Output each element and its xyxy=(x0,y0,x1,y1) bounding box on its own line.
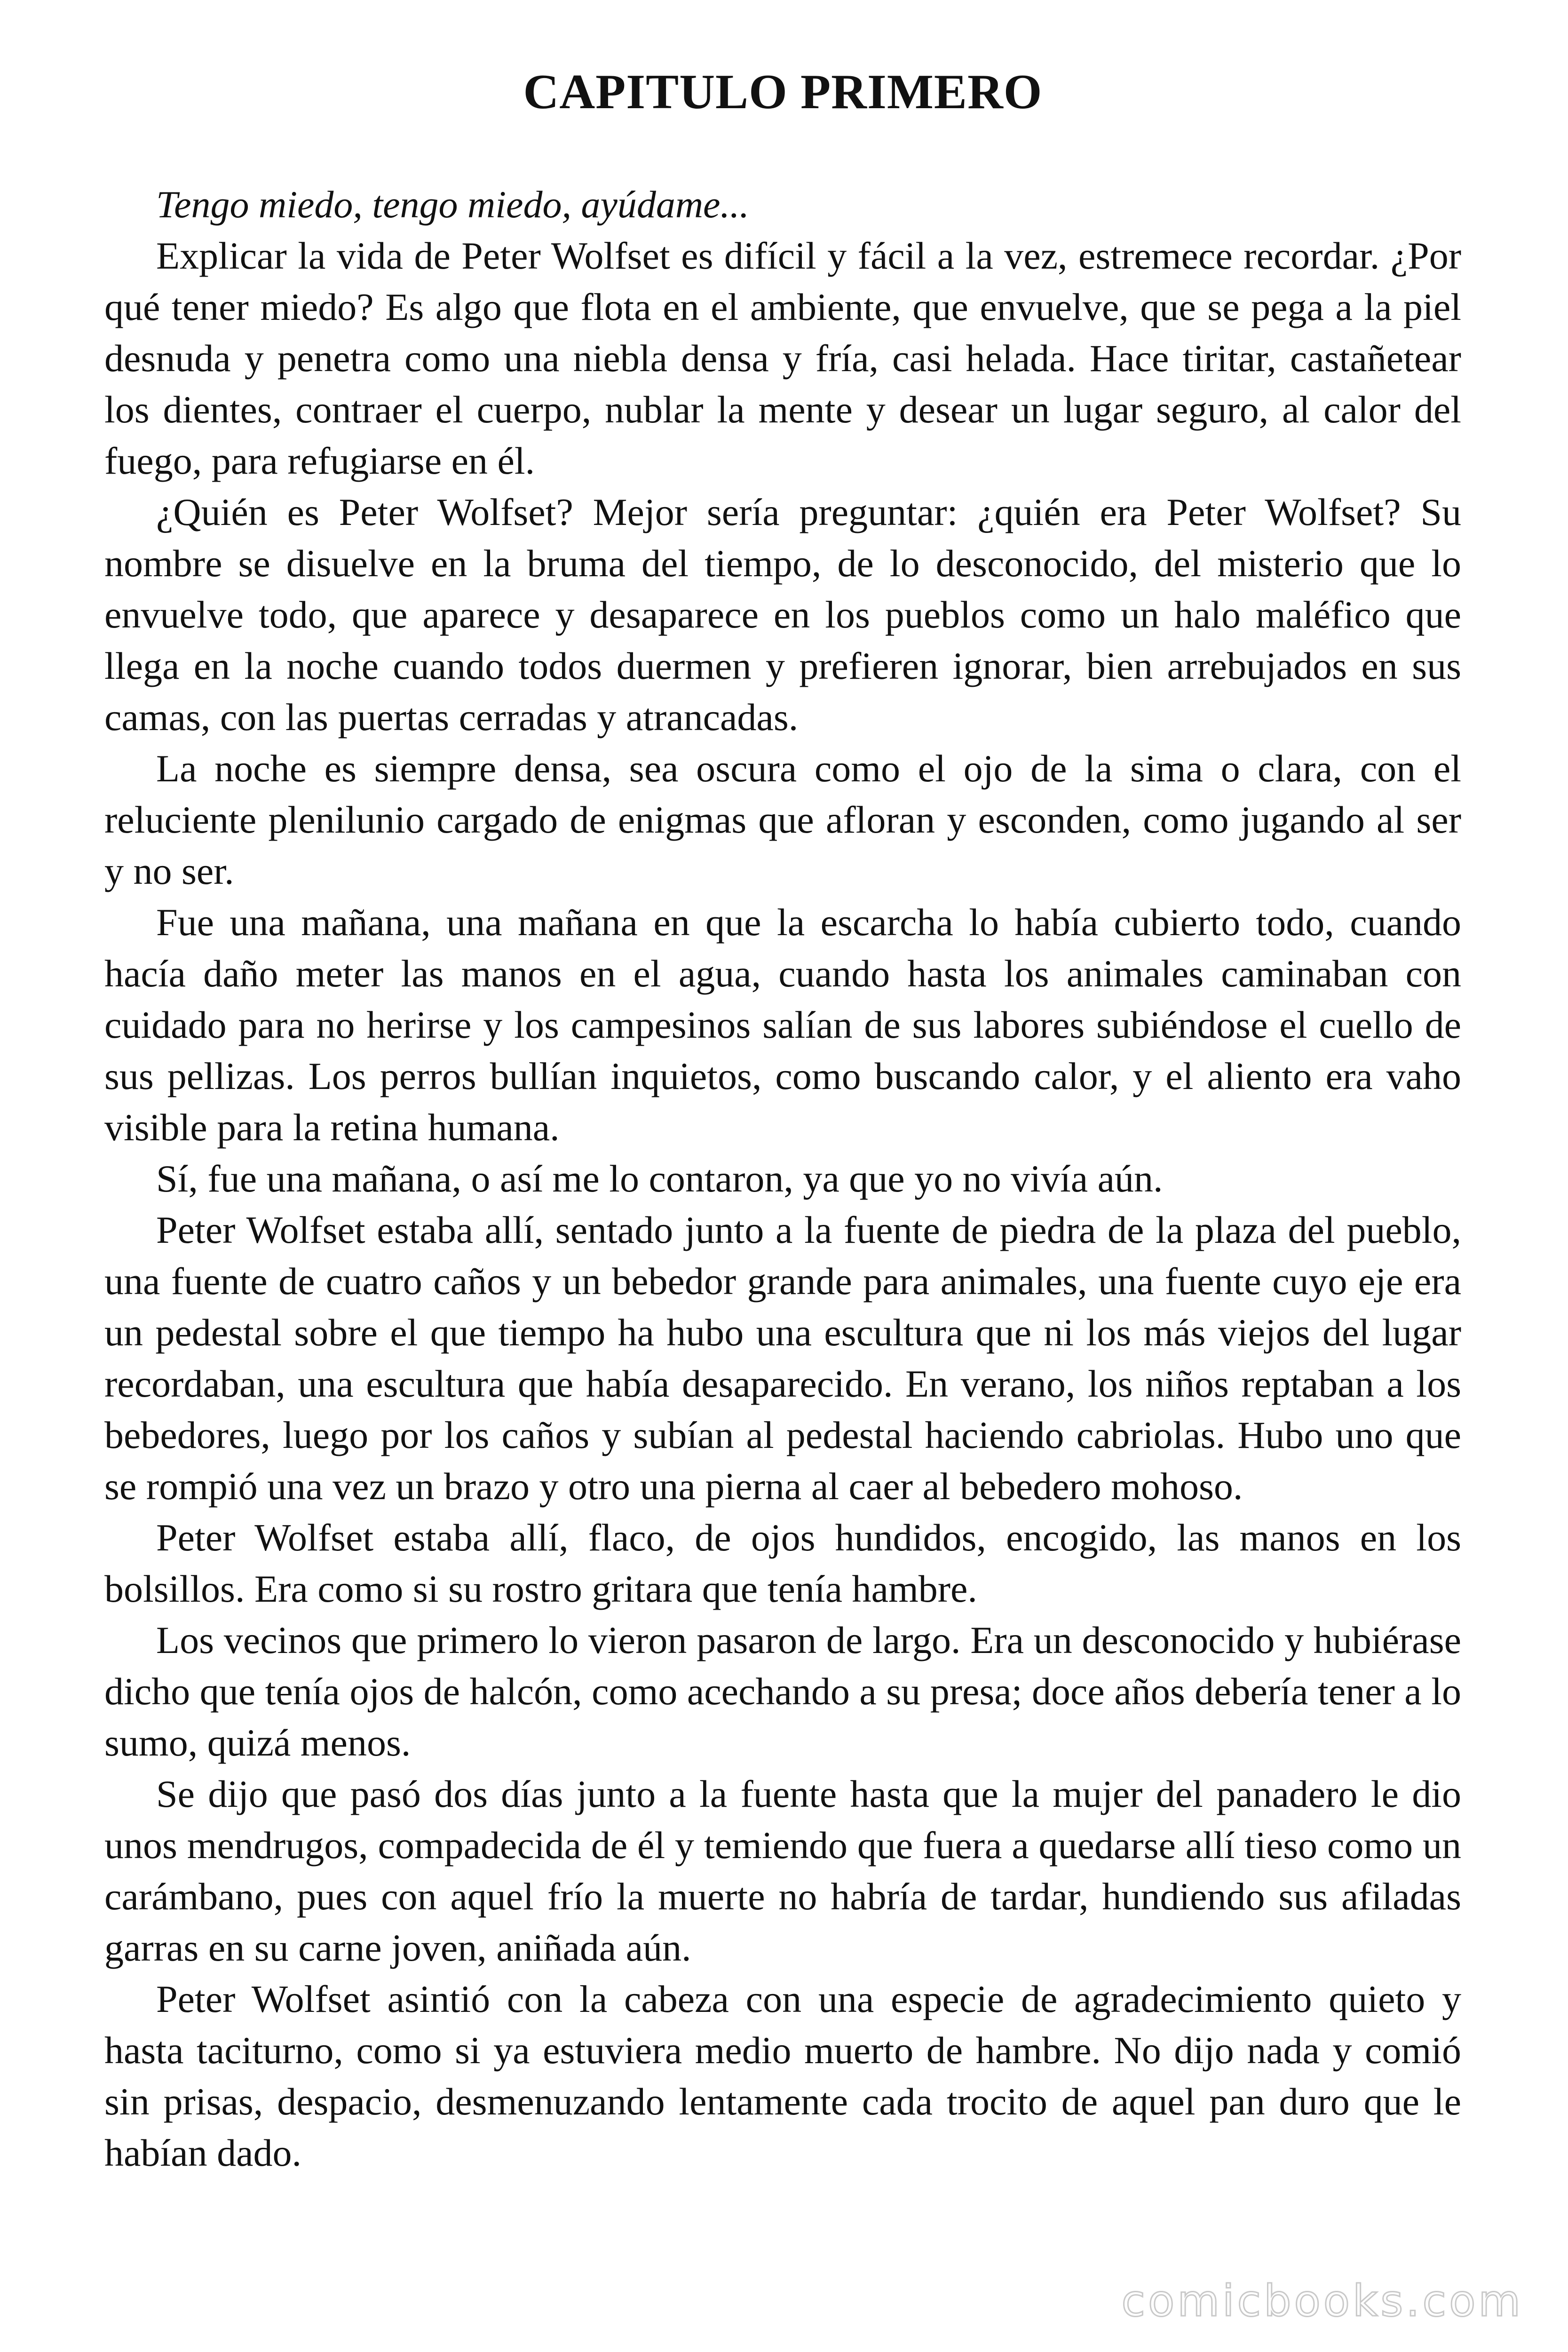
epigraph: Tengo miedo, tengo miedo, ayúdame... xyxy=(156,183,749,226)
paragraph: La noche es siempre densa, sea oscura como el ojo de la sima o clara, con el reluciente plenilunio cargado de enigmas que afloran y esconden, como jugando al ser y no ser. xyxy=(104,747,1461,892)
paragraph: Peter Wolfset asintió con la cabeza con una especie de agradecimiento quieto y hasta taciturno, como si ya estuviera medio muerto de hambre. No dijo nada y comió sin prisas, despacio, desmenuzando lentamente cada trocito de aquel pan duro que le habían dado. xyxy=(104,1978,1461,2174)
paragraph: Sí, fue una mañana, o así me lo contaron, ya que yo no vivía aún. xyxy=(156,1157,1163,1200)
book-page xyxy=(104,61,1461,2178)
paragraph: Peter Wolfset estaba allí, flaco, de ojos hundidos, encogido, las manos en los bolsillos. Era como si su rostro gritara que tenía hambre. xyxy=(104,1516,1461,1610)
paragraph: Los vecinos que primero lo vieron pasaron de largo. Era un desconocido y hubiérase dicho que tenía ojos de halcón, como acechando a su presa; doce años debería tener a lo sumo, quizá menos. xyxy=(104,1619,1461,1764)
chapter-title: CAPITULO PRIMERO xyxy=(523,64,1043,119)
paragraph: Peter Wolfset estaba allí, sentado junto a la fuente de piedra de la plaza del pueblo, una fuente de cuatro caños y un bebedor grande para animales, una fuente cuyo eje era un pedestal sobre el que tiempo ha hubo una escultura que ni los más viejos del lugar recordaban, una escultura que había desaparecido. En verano, los niños reptaban a los bebedores, luego por los caños y subían al pedestal haciendo cabriolas. Hubo uno que se rompió una vez un brazo y otro una pierna al caer al bebedero mohoso. xyxy=(104,1208,1461,1508)
paragraph: Fue una mañana, una mañana en que la escarcha lo había cubierto todo, cuando hacía daño meter las manos en el agua, cuando hasta los animales caminaban con cuidado para no herirse y los campesinos salían de sus labores subiéndose el cuello de sus pellizas. Los perros bullían inquietos, como buscando calor, y el aliento era vaho visible para la retina humana. xyxy=(104,901,1461,1149)
paragraph: Se dijo que pasó dos días junto a la fuente hasta que la mujer del panadero le dio unos mendrugos, compadecida de él y temiendo que fuera a quedarse allí tieso como un carámbano, pues con aquel frío la muerte no habría de tardar, hundiendo sus afiladas garras en su carne joven, aniñada aún. xyxy=(104,1772,1461,1969)
watermark: comicbooks.com xyxy=(1121,2276,1523,2326)
paragraph: ¿Quién es Peter Wolfset? Mejor sería preguntar: ¿quién era Peter Wolfset? Su nombre se disuelve en la bruma del tiempo, de lo desconocido, del misterio que lo envuelve todo, que aparece y desaparece en los pueblos como un halo maléfico que llega en la noche cuando todos duermen y prefieren ignorar, bien arrebujados en sus camas, con las puertas cerradas y atrancadas. xyxy=(104,491,1461,739)
chapter-body xyxy=(104,179,1461,2178)
paragraph: Explicar la vida de Peter Wolfset es difícil y fácil a la vez, estremece recordar. ¿Por qué tener miedo? Es algo que flota en el ambiente, que envuelve, que se pega a la piel desnuda y penetra como una niebla densa y fría, casi helada. Hace tiritar, castañetear los dientes, contraer el cuerpo, nublar la mente y desear un lugar seguro, al calor del fuego, para refugiarse en él. xyxy=(104,234,1461,482)
